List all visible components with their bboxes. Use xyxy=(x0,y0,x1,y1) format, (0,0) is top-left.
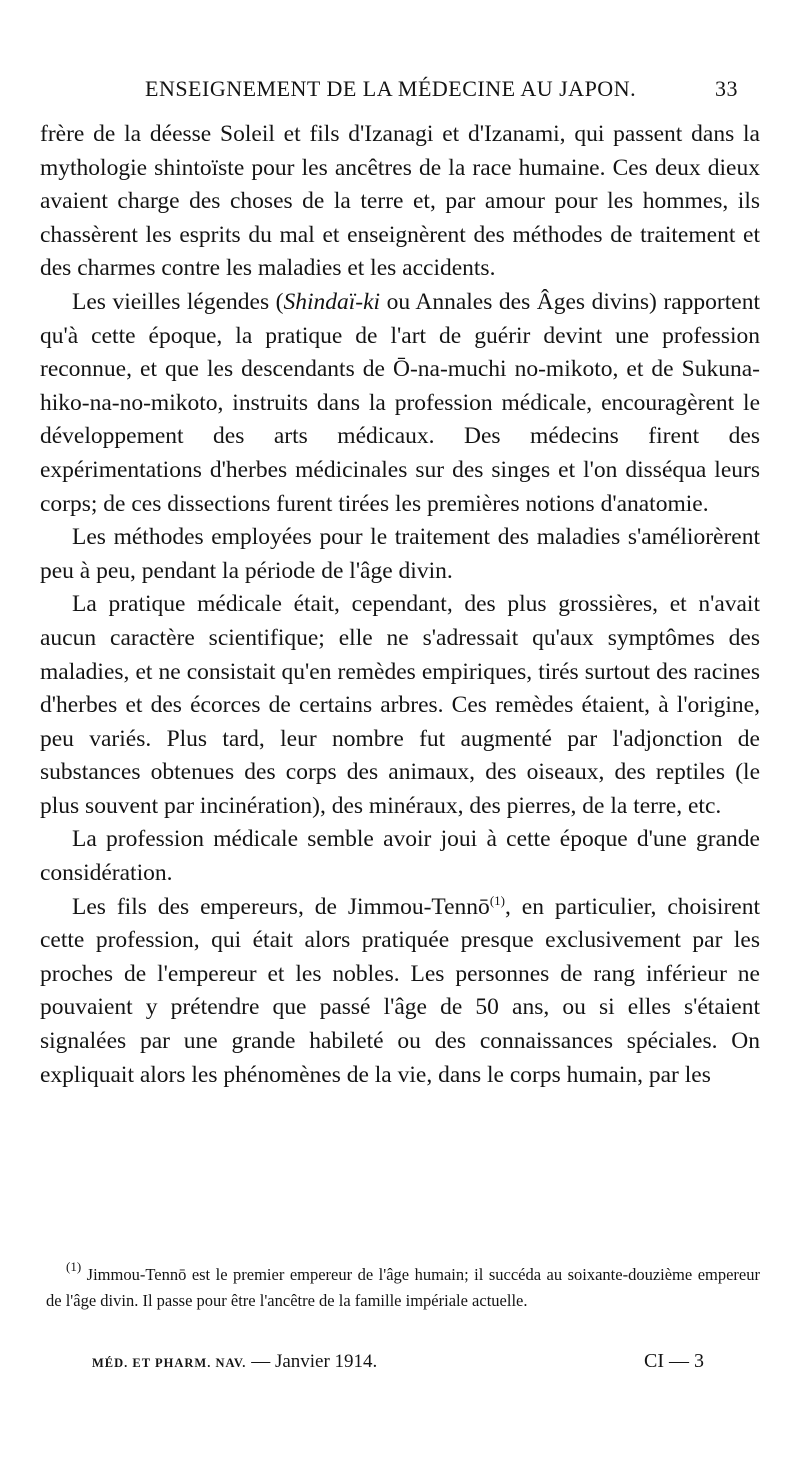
paragraph-6 xyxy=(40,891,760,1093)
paragraph-2-rest: ou Annales des Âges divins) rapportent qu'à cette époque, la pratique de l'art de guérir devint une profession reconnue, et que les descendants de Ō-na-muchi no-mikoto, et de Sukuna-hiko-na-no-mikoto, instruits dans la profession médicale, encouragèrent le développement des arts médicaux. Des médecins firent des expérimentations d'herbes médicinales sur des singes et l'on disséqua leurs corps; de ces dissections furent tirées les premières notions d'anatomie. xyxy=(40,288,760,517)
page-header xyxy=(98,76,738,102)
journal-name: MÉD. ET PHARM. NAV. xyxy=(92,1356,247,1370)
footnote-text: Jimmou-Tennō est le premier empereur de l'âge humain; il succéda au soixante-douzième empereur de l'âge divin. Il passe pour être l'ancêtre de la famille impériale actuelle. xyxy=(46,1265,760,1310)
footnote xyxy=(46,1259,760,1314)
paragraph-2 xyxy=(40,286,760,521)
issue-date: Janvier 1914. xyxy=(274,1351,378,1372)
shindai-ki-title: Shindaï-ki xyxy=(283,288,381,315)
footnote-reference: (1) xyxy=(489,892,505,908)
paragraph-5: La profession médicale semble avoir joui à cette époque d'une grande considération. xyxy=(40,826,760,887)
footnote-marker: (1) xyxy=(66,1259,82,1274)
signature-mark: CI — 3 xyxy=(644,1350,704,1372)
page-footer xyxy=(92,1350,704,1373)
paragraph-6-start: Les fils des empereurs, de Jimmou-Tennō xyxy=(72,893,490,920)
paragraph-1: frère de la déesse Soleil et fils d'Izanagi et d'Izanami, qui passent dans la mythologie shintoïste pour les ancêtres de la race humaine. Ces deux dieux avaient charge des choses de la terre et, par amour pour les hommes, ils chassèrent les esprits du mal et enseignèrent des méthodes de traitement et des charmes contre les maladies et les accidents. xyxy=(40,121,760,282)
paragraph-2-start: Les vieilles légendes ( xyxy=(72,288,284,315)
page-number: 33 xyxy=(715,76,738,101)
paragraph-3: Les méthodes employées pour le traitement des maladies s'améliorèrent peu à peu, pendant la période de l'âge divin. xyxy=(40,524,760,584)
running-title: ENSEIGNEMENT DE LA MÉDECINE AU JAPON. xyxy=(145,76,637,101)
paragraph-6-rest: , en particulier, choisirent cette profession, qui était alors pratiquée presque exclusivement par les proches de l'empereur et les nobles. Les personnes de rang inférieur ne pouvaient y prétendre que passé l'âge de 50 ans, ou si elles s'étaient signalées par une grande habileté ou des connaissances spéciales. On expliquait alors les phénomènes de la vie, dans le corps humain, par les xyxy=(40,893,760,1088)
footer-separator: — xyxy=(246,1351,275,1372)
paragraph-4: La pratique médicale était, cependant, des plus grossières, et n'avait aucun caractère scientifique; elle ne s'adressait qu'aux symptômes des maladies, et ne consistait qu'en remèdes empiriques, tirés surtout des racines d'herbes et des écorces de certains arbres. Ces remèdes étaient, à l'origine, peu variés. Plus tard, leur nombre fut augmenté par l'adjonction de substances obtenues des corps des animaux, des oiseaux, des reptiles (le plus souvent par incinération), des minéraux, des pierres, de la terre, etc. xyxy=(40,591,760,819)
footer-citation xyxy=(92,1351,377,1373)
footnote-1 xyxy=(46,1259,760,1314)
body-text xyxy=(40,118,760,1092)
